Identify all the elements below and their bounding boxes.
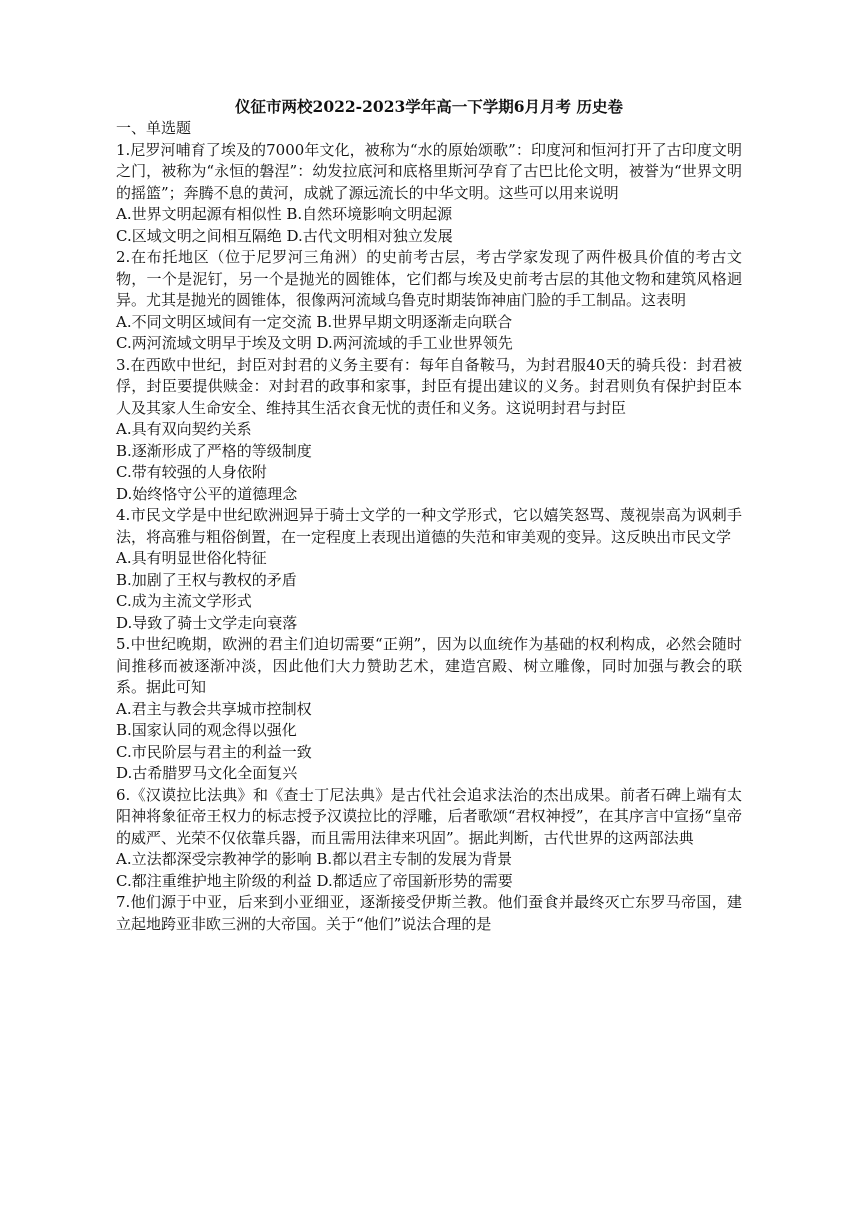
option-line: C.市民阶层与君主的利益一致: [116, 742, 312, 761]
option-line: A.立法都深受宗教神学的影响 B.都以君主专制的发展为背景: [116, 850, 513, 868]
section-heading: 一、单选题: [116, 119, 192, 137]
option-line: A.不同文明区域间有一定交流 B.世界早期文明逐渐走向联合: [116, 312, 513, 331]
option-line: A.具有明显世俗化特征: [116, 549, 267, 567]
option-line: C.带有较强的人身依附: [116, 463, 267, 481]
option-line: D.始终恪守公平的道德理念: [116, 484, 298, 503]
question-5: [116, 634, 742, 785]
question-6: [116, 785, 742, 893]
exam-title: 仪征市两校2022-2023学年高一下学期6月月考 历史卷: [235, 97, 623, 116]
question-stem: 1.尼罗河哺育了埃及的7000年文化，被称为“水的原始颂歌”：印度河和恒河打开了古印度文明之门，被称为“永恒的磐涅”：幼发拉底河和底格里斯河孕育了古巴比伦文明，被誉为“世界文明的摇篮”；奔腾不息的黄河，成就了源远流长的中华文明。这些可以用来说明: [116, 140, 742, 202]
question-stem: 2.在布托地区（位于尼罗河三角洲）的史前考古层，考古学家发现了两件极具价值的考古文物，一个是泥钉，另一个是抛光的圆锥体，它们都与埃及史前考古层的其他文物和建筑风格迥异。尤其是抛光的圆锥体，很像两河流域乌鲁克时期装饰神庙门脸的手工制品。这表明: [116, 248, 742, 309]
option-line: A.世界文明起源有相似性 B.自然环境影响文明起源: [116, 205, 453, 223]
option-line: A.君主与教会共享城市控制权: [116, 699, 312, 718]
option-line: D.古希腊罗马文化全面复兴: [116, 764, 298, 782]
question-3: [116, 355, 742, 506]
exam-page: [116, 96, 742, 935]
question-4: [116, 505, 742, 634]
option-line: C.都注重维护地主阶级的利益 D.都适应了帝国新形势的需要: [116, 871, 513, 890]
option-line: B.国家认同的观念得以强化: [116, 721, 297, 739]
question-stem: 3.在西欧中世纪，封臣对封君的义务主要有：每年自备鞍马，为封君服40天的骑兵役：封君被俘，封臣要提供赎金：对封君的政事和家事，封臣有提出建议的义务。封君则负有保护封臣本人及其家人生命安全、维持其生活衣食无忧的责任和义务。这说明封君与封臣: [116, 355, 742, 417]
option-line: C.成为主流文学形式: [116, 592, 252, 610]
question-stem: 4.市民文学是中世纪欧洲迥异于骑士文学的一种文学形式，它以嬉笑怒骂、蔑视崇高为讽刺手法，将高雅与粗俗倒置，在一定程度上表现出道德的失范和审美观的变异。这反映出市民文学: [116, 506, 742, 546]
question-stem: 6.《汉谟拉比法典》和《查士丁尼法典》是古代社会追求法治的杰出成果。前者石碑上端有太阳神将象征帝王权力的标志授予汉谟拉比的浮雕，后者歌颂“君权神授”，在其序言中宣扬“皇帝的威严、光荣不仅依靠兵器，而且需用法律来巩固”。据此判断，古代世界的这两部法典: [116, 785, 742, 847]
question-1: [116, 140, 742, 248]
option-line: B.加剧了王权与教权的矛盾: [116, 570, 297, 589]
option-line: B.逐渐形成了严格的等级制度: [116, 441, 312, 460]
option-line: C.区域文明之间相互隔绝 D.古代文明相对独立发展: [116, 226, 453, 245]
option-line: D.导致了骑士文学走向衰落: [116, 613, 298, 632]
question-stem: 5.中世纪晚期，欧洲的君主们迫切需要“正朔”，因为以血统作为基础的权利构成，必然会随时间推移而被逐渐冲淡，因此他们大力赞助艺术，建造宫殿、树立雕像，同时加强与教会的联系。据此可知: [116, 635, 742, 696]
question-2: [116, 247, 742, 355]
option-line: C.两河流域文明早于埃及文明 D.两河流域的手工业世界领先: [116, 334, 513, 352]
question-stem: 7.他们源于中亚，后来到小亚细亚，逐渐接受伊斯兰教。他们蚕食并最终灭亡东罗马帝国，建立起地跨亚非欧三洲的大帝国。关于“他们”说法合理的是: [116, 893, 742, 933]
option-line: A.具有双向契约关系: [116, 420, 252, 438]
question-7: [116, 892, 742, 935]
